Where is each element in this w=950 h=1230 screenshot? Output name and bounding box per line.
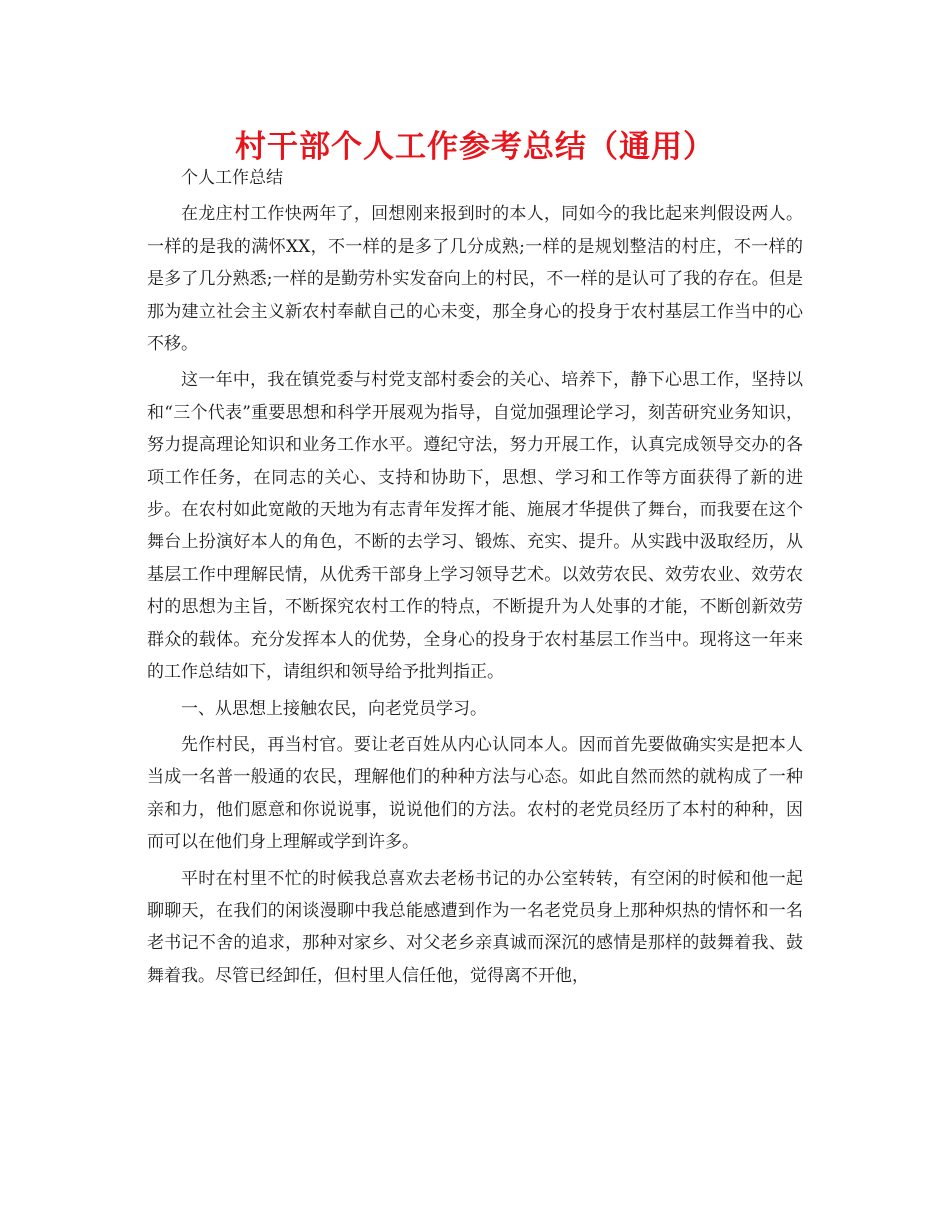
paragraph: 在龙庄村工作快两年了，回想刚来报到时的本人，同如今的我比起来判假设两人。一样的是我的满怀XX，不一样的是多了几分成熟;一样的是规划整洁的村庄，不一样的是多了几分熟悉;一样的是勤劳朴实发奋向上的村民，不一样的是认可了我的存在。但是那为建立社会主义新农村奉献自己的心未变，那全身心的投身于农村基层工作当中的心不移。: [147, 204, 803, 355]
document-title: 村干部个人工作参考总结（通用）: [235, 129, 715, 165]
section-heading: 一、从思想上接触农民，向老党员学习。: [181, 698, 487, 719]
section-subtitle: 个人工作总结: [181, 168, 283, 188]
document-body: [147, 162, 803, 996]
paragraph: 先作村民，再当村官。要让老百姓从内心认同本人。因而首先要做确实实是把本人当成一名普一般通的农民，理解他们的种种方法与心态。如此自然而然的就构成了一种亲和力，他们愿意和你说说事，说说他们的方法。农村的老党员经历了本村的种种，因而可以在他们身上理解或学到许多。: [147, 734, 803, 853]
paragraph: 平时在村里不忙的时候我总喜欢去老杨书记的办公室转转，有空闲的时候和他一起聊聊天，在我们的闲谈漫聊中我总能感遭到作为一名老党员身上那种炽热的情怀和一名老书记不舍的追求，那种对家乡、对父老乡亲真诚而深沉的感情是那样的鼓舞着我、鼓舞着我。尽管已经卸任，但村里人信任他，觉得离不开他，: [147, 868, 803, 986]
paragraph: 这一年中，我在镇党委与村党支部村委会的关心、培养下，静下心思工作，坚持以和“三个代表”重要思想和科学开展观为指导，自觉加强理论学习，刻苦研究业务知识，努力提高理论知识和业务工作水平。遵纪守法，努力开展工作，认真完成领导交办的各项工作任务，在同志的关心、支持和协助下，思想、学习和工作等方面获得了新的进步。在农村如此宽敞的天地为有志青年发挥才能、施展才华提供了舞台，而我要在这个舞台上扮演好本人的角色，不断的去学习、锻炼、充实、提升。从实践中汲取经历，从基层工作中理解民情，从优秀干部身上学习领导艺术。以效劳农民、效劳农业、效劳农村的思想为主旨，不断探究农村工作的特点，不断提升为人处事的才能，不断创新效劳群众的载体。充分发挥本人的优势，全身心的投身于农村基层工作当中。现将这一年来的工作总结如下，请组织和领导给予批判指正。: [147, 370, 803, 683]
